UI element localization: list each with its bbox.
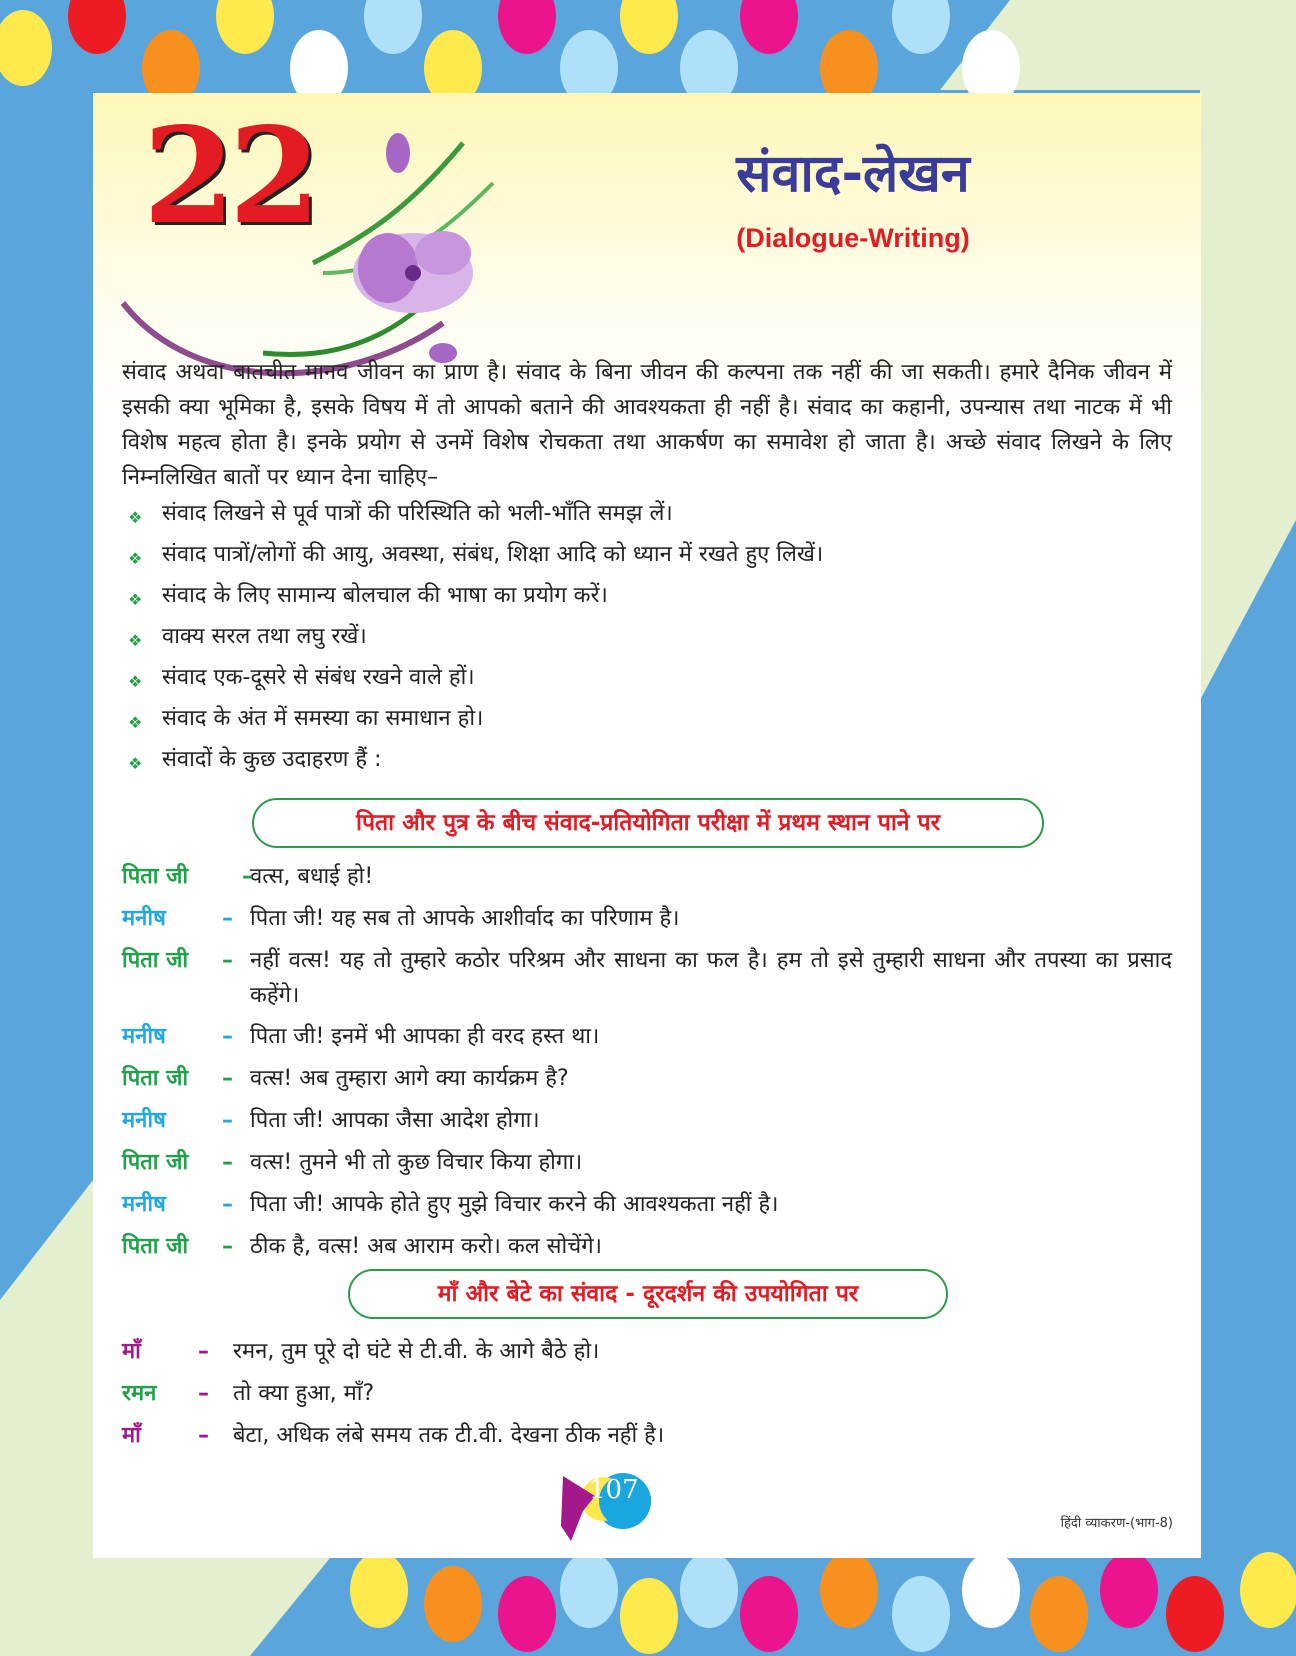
list-item: ❖ संवाद लिखने से पूर्व पात्रों की परिस्थिति को भली-भाँति समझ लें। bbox=[122, 501, 1172, 527]
footer-book-title: हिंदी व्याकरण-(भाग-8) bbox=[1060, 1516, 1173, 1531]
top-dots-border bbox=[0, 0, 1296, 100]
dialogue-line: मनीष – पिता जी! आपके होते हुए मुझे विचार करने की आवश्यकता नहीं है। bbox=[122, 1192, 779, 1217]
dialogue-line: पिता जी – नहीं वत्स! यह तो तुम्हारे कठोर परिश्रम और साधना का फल है। हम तो इसे तुम्हारी साधना और तपस्या का प्रसाद कहेंगे। bbox=[122, 948, 1172, 1008]
diamond-bullet-icon: ❖ bbox=[128, 508, 143, 527]
dialogue-line: पिता जी – वत्स! अब तुम्हारा आगे क्या कार्यक्रम है? bbox=[122, 1066, 569, 1091]
diamond-bullet-icon: ❖ bbox=[128, 590, 143, 609]
diamond-bullet-icon: ❖ bbox=[128, 672, 143, 691]
dialogue-line: मनीष – पिता जी! आपका जैसा आदेश होगा। bbox=[122, 1108, 540, 1133]
dialogue-line: पिता जी – ठीक है, वत्स! अब आराम करो। कल सोचेंगे। bbox=[122, 1234, 602, 1259]
list-item: ❖ संवाद के अंत में समस्या का समाधान हो। bbox=[122, 706, 1172, 732]
diamond-bullet-icon: ❖ bbox=[128, 549, 143, 568]
guidelines-list bbox=[122, 501, 1172, 788]
page-number: 107 bbox=[589, 1475, 639, 1505]
list-item: ❖ संवाद पात्रों/लोगों की आयु, अवस्था, संबंध, शिक्षा आदि को ध्यान में रखते हुए लिखें। bbox=[122, 542, 1172, 568]
dialogue1-heading: पिता और पुत्र के बीच संवाद-प्रतियोगिता परीक्षा में प्रथम स्थान पाने पर bbox=[252, 798, 1044, 848]
diamond-bullet-icon: ❖ bbox=[128, 754, 143, 773]
dialogue-line: मनीष – पिता जी! यह सब तो आपके आशीर्वाद का परिणाम है। bbox=[122, 906, 680, 931]
dialogue-line: माँ – बेटा, अधिक लंबे समय तक टी.वी. देखना ठीक नहीं है। bbox=[122, 1423, 665, 1448]
intro-paragraph: संवाद अथवा बातचीत मानव जीवन का प्राण है। संवाद के बिना जीवन की कल्पना तक नहीं की जा सकती। हमारे दैनिक जीवन में इसकी क्या भूमिका है, इसके विषय में तो आपको बताने की आवश्यकता ही नहीं है। संवाद का कहानी, उपन्यास तथा नाटक में भी विशेष महत्व होता है। इनके प्रयोग से उनमें विशेष रोचकता तथा आकर्षण का समावेश हो जाता है। अच्छे संवाद लिखने के लिए निम्नलिखित बातों पर ध्यान देना चाहिए– bbox=[122, 360, 1172, 490]
dialogue-line: रमन – तो क्या हुआ, माँ? bbox=[122, 1381, 375, 1406]
dialogue-line: पिता जी – वत्स! तुमने भी तो कुछ विचार किया होगा। bbox=[122, 1150, 583, 1175]
list-item: ❖ संवाद के लिए सामान्य बोलचाल की भाषा का प्रयोग करें। bbox=[122, 583, 1172, 609]
dialogue2-heading: माँ और बेटे का संवाद - दूरदर्शन की उपयोगिता पर bbox=[348, 1269, 948, 1319]
chapter-subtitle: (Dialogue-Writing) bbox=[736, 223, 970, 253]
list-item: ❖ संवादों के कुछ उदाहरण हैं : bbox=[122, 747, 1172, 773]
dialogue-line: मनीष – पिता जी! इनमें भी आपका ही वरद हस्त था। bbox=[122, 1024, 600, 1049]
chapter-number: 22 bbox=[143, 99, 315, 254]
diamond-bullet-icon: ❖ bbox=[128, 631, 143, 650]
list-item: ❖ वाक्य सरल तथा लघु रखें। bbox=[122, 624, 1172, 650]
dialogue-line: पिता जी – वत्स, बधाई हो! bbox=[122, 864, 374, 889]
list-item: ❖ संवाद एक-दूसरे से संबंध रखने वाले हों। bbox=[122, 665, 1172, 691]
bottom-dots-border bbox=[0, 1556, 1296, 1656]
chapter-title: संवाद-लेखन bbox=[736, 144, 970, 204]
dialogue-line: माँ – रमन, तुम पूरे दो घंटे से टी.वी. के आगे बैठे हो। bbox=[122, 1339, 600, 1364]
page-sheet bbox=[93, 93, 1201, 1558]
diamond-bullet-icon: ❖ bbox=[128, 713, 143, 732]
